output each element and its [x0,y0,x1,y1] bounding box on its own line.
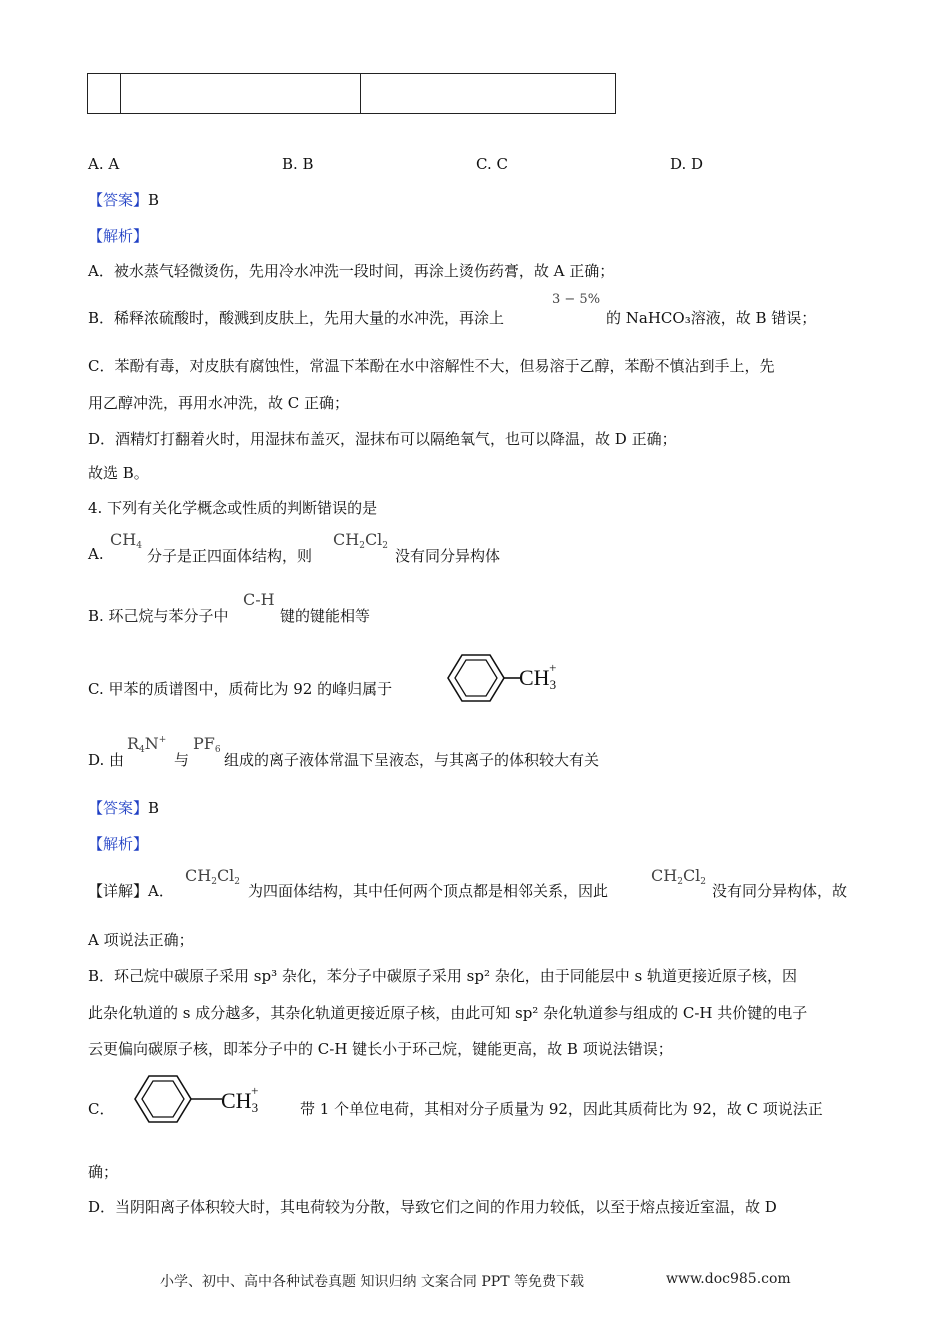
ch2cl2-sub1: 2 [211,877,217,887]
q4-detail-a-3: 没有同分异构体，故 [712,882,848,900]
footer-text: 小学、初中、高中各种试卷真题 知识归纳 文案合同 PPT 等免费下载 [160,1274,584,1290]
detail-b-text: B．稀释浓硫酸时，酸溅到皮肤上，先用大量的水冲洗，再涂上 [88,309,505,327]
ch2cl2-sub2: 2 [382,541,389,551]
ch4-main: CH [110,530,137,549]
ch3-cation-formula-2 [221,1083,265,1116]
detail-a: A．被水蒸气轻微烫伤，先用冷水冲洗一段时间，再涂上烫伤药膏，故 A 正确； [88,262,615,280]
q4-answer-value: B [148,799,160,817]
answer-tag: 【答案】 [88,191,149,209]
ch3-sub: 3 [549,677,557,692]
q4-analysis-tag: 【解析】 [88,835,149,853]
ch3-main: CH [519,665,550,690]
q4-detail-a-4: A 项说法正确； [88,931,194,949]
formula-ch2cl2-3 [651,866,706,887]
formula-pf6 [193,734,221,755]
detail-c-2: 用乙醇冲洗，再用水冲洗，故 C 正确； [88,394,350,412]
formula-ch2cl2-2 [185,866,240,887]
ch3-cation-formula [519,660,563,693]
bond-ch: C-H [243,590,275,609]
footer-site-link[interactable]: www.doc985.com [666,1271,791,1287]
r4n-sup: + [158,735,167,745]
detail-c-1: C．苯酚有毒，对皮肤有腐蚀性，常温下苯酚在水中溶解性不大，但易溶于乙醇，苯酚不慎沾到手上，先 [88,357,775,375]
ch2cl2-cl: Cl [216,866,235,885]
q4-option-a-prefix: A. [88,545,104,563]
pf6-main: PF [193,734,215,753]
q4-detail-b-3: 云更偏向碳原子核，即苯分子中的 C-H 键长小于环己烷，键能更高，故 B 项说法错误； [88,1040,673,1058]
q4-detail-c-end: 确； [88,1163,119,1181]
q4-option-b-prefix: B. 环己烷与苯分子中 [88,607,229,625]
ch3-main: CH [221,1088,252,1113]
ch3-sub: 3 [251,1100,259,1115]
q4-option-c: C. 甲苯的质谱图中，质荷比为 92 的峰归属于 [88,680,393,698]
table-divider [360,74,361,113]
q4-answer-tag: 【答案】 [88,799,149,817]
percent-range: 3 − 5% [552,292,601,307]
ch4-sub: 4 [136,541,142,551]
ch3-sup: + [251,1083,259,1098]
answer-line [88,189,159,210]
ch2cl2-sub1: 2 [359,541,365,551]
table-divider [120,74,121,113]
r4n-sub: 4 [139,745,145,755]
formula-ch4 [110,530,142,551]
formula-r4n [127,734,166,755]
r4n-n: N [144,734,159,753]
q4-detail-d: D．当阴阳离子体积较大时，其电荷较为分散，导致它们之间的作用力较低，以至于熔点接近室温，故 D [88,1198,777,1216]
question-4-stem: 4. 下列有关化学概念或性质的判断错误的是 [88,499,378,517]
q4-detail-b-1: B．环己烷中碳原子采用 sp³ 杂化，苯分子中碳原子采用 sp² 杂化，由于同能层中 s 轨道更接近原子核，因 [88,967,797,985]
benzene-ring-icon [432,652,522,704]
option-b: B. B [282,155,314,173]
ch2cl2-sub2: 2 [700,877,707,887]
ch2cl2-sub1: 2 [677,877,683,887]
q4-detail-a-1: 【详解】A． [88,882,174,900]
detail-d: D．酒精灯打翻着火时，用湿抹布盖灭，湿抹布可以隔绝氧气，也可以降温，故 D 正确； [88,430,677,448]
benzene-ring-icon [132,1073,224,1125]
q4-detail-b-2: 此杂化轨道的 s 成分越多，其杂化轨道更接近原子核，由此可知 sp² 杂化轨道参与组成的 C-H 共价键的电子 [88,1004,808,1022]
answer-value: B [148,191,160,209]
analysis-tag: 【解析】 [88,227,149,245]
option-a: A. A [88,155,120,173]
ch2cl2-cl: Cl [682,866,701,885]
q4-option-d-prefix: D. 由 [88,751,125,769]
ch2cl2-c: CH [185,866,212,885]
ch2cl2-sub2: 2 [234,877,241,887]
detail-b-end: 的 NaHCO₃溶液，故 B 错误； [606,309,817,327]
q4-detail-c-prefix: C． [88,1100,115,1118]
r4n-main: R [127,734,140,753]
option-c: C. C [476,155,508,173]
q4-option-a-mid: 分子是正四面体结构，则 [147,547,313,565]
ch2cl2-c: CH [651,866,678,885]
q4-option-b-end: 键的键能相等 [280,607,371,625]
conclusion: 故选 B。 [88,464,149,482]
q4-option-a-end: 没有同分异构体 [395,547,501,565]
ch2cl2-c: CH [333,530,360,549]
table-fragment [87,73,616,114]
q4-option-d-mid: 与 [174,751,190,769]
ch2cl2-cl: Cl [364,530,383,549]
q4-option-d-end: 组成的离子液体常温下呈液态，与其离子的体积较大有关 [224,751,600,769]
option-d: D. D [670,155,704,173]
formula-ch2cl2 [333,530,388,551]
q4-detail-a-2: 为四面体结构，其中任何两个顶点都是相邻关系，因此 [248,882,609,900]
ch3-sup: + [549,660,557,675]
q4-detail-c-text: 带 1 个单位电荷，其相对分子质量为 92，因此其质荷比为 92，故 C 项说法正 [300,1100,823,1118]
q4-answer-line [88,797,159,818]
pf6-sub: 6 [214,745,221,755]
detail-b [88,307,504,328]
